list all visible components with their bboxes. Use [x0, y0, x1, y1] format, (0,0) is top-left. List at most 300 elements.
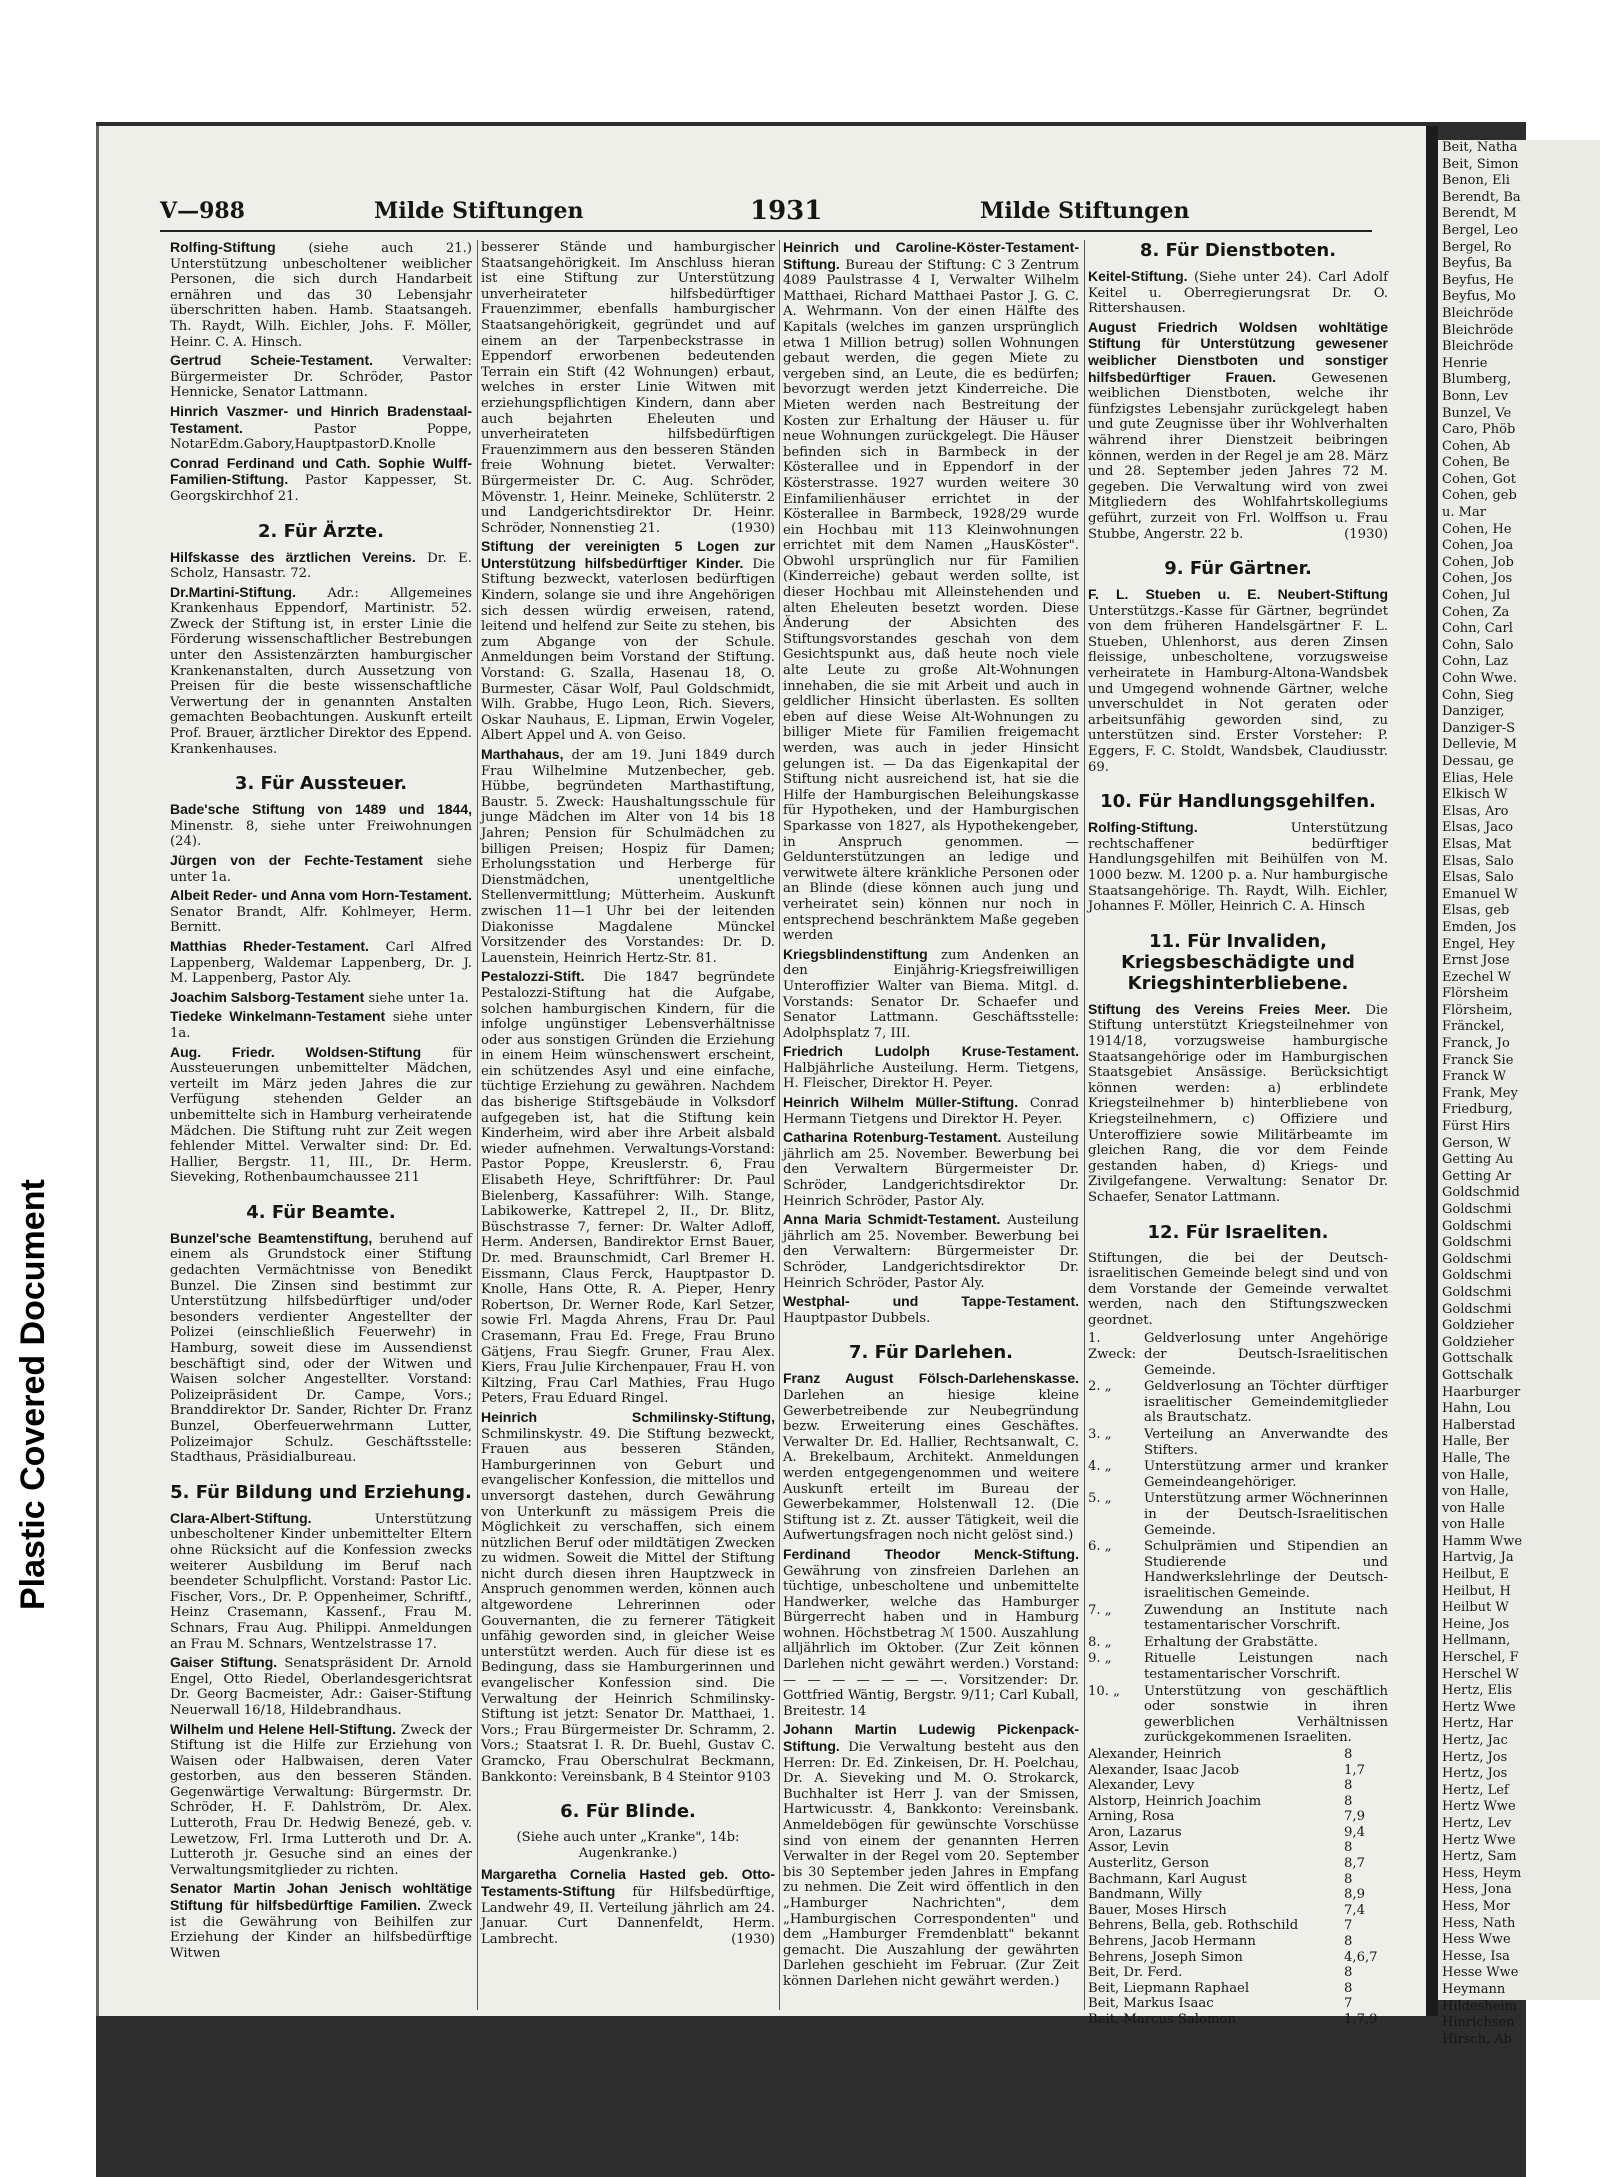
facing-page-line: Hamm Wwe — [1442, 1533, 1523, 1549]
facing-page-line: Gerson, W — [1442, 1135, 1511, 1151]
facing-page-line: Hess, Jona — [1442, 1882, 1512, 1898]
entry-name: Clara-Albert-Stiftung. — [170, 1509, 312, 1526]
facing-page-line: Frank, Mey — [1442, 1085, 1518, 1101]
entry-text: Schmilinskystr. 49. Die Stiftung bezweckt, Frauen aus besseren Ständen, Hamburgerinnen von Geburt und evangelischer Konfession, die mittellos und unversorgt dastehen, durch Gewährung von Unterkunft zu mässigem Preis die Möglichkeit zu verschaffen, sich einem nützlichen Beruf oder mildtätigen Zwecken zu widmen. Soweit die Mittel der Stiftung nicht durch diesen ihren Hauptzweck in Anspruch genommen werden, können auch altgewordene Lehrerinnen oder Gouvernanten, die zu fernerer Tätigkeit unfähig geworden sind, in gleicher Weise unterstützt werden. Auch für diese ist es Bedingung, dass sie Hamburgerinnen und evangelischer Konfession sind. Die Verwaltung der Heinrich Schmilinsky-Stiftung ist jetzt: Senator Dr. Matthaei, 1. Vors.; Frau Bürgermeister Dr. Schramm, 2. Vors.; Staatsrat I. R. Dr. Buehl, Gustav C. Gramcko, Frau Oberschulrat Beckmann, Bankkonto: Vereinsbank, B 4 Steintor 9103 — [481, 1426, 775, 1785]
facing-page-line: Elsas, Salo — [1442, 853, 1514, 869]
facing-page-line: von Halle — [1442, 1500, 1505, 1516]
name-purposes: 8 — [1344, 1746, 1353, 1762]
facing-page-line: Bunzel, Ve — [1442, 405, 1512, 421]
facing-page-line: Elkisch W — [1442, 787, 1508, 803]
entry-name: Franz August Fölsch-Darlehenskasse. — [783, 1370, 1079, 1387]
entry-text: Verwalter: Bürgermeister Dr. Schröder, Pastor Hennicke, Senator Lattmann. — [170, 354, 472, 401]
facing-page-line: Gottschalk — [1442, 1351, 1513, 1367]
facing-page-line: Franck W — [1442, 1069, 1507, 1085]
stiftung-entry — [170, 353, 472, 401]
entry-text: Die Stiftung bezweckt, vaterlosen bedürftigen Kindern, solange sie und ihre Angehörigen sich dessen würdig erweisen, ratend, leitend und helfend zur Seite zu stehen, bis zum Abgange von der Schule. Anmeldungen beim Vorstand der Stiftung. Vorstand: G. Szalla, Hasenau 18, O. Burmester, Cäsar Wolf, Paul Goldschmidt, Wilh. Grabbe, Hugo Leon, Rich. Sievers, Oskar Nauhaus, E. Lipman, Erwin Vogeler, Albert Appel und A. von Geiso. — [481, 556, 775, 744]
column-divider — [477, 240, 478, 2010]
entry-name: Rolfing-Stiftung. — [1088, 819, 1198, 836]
entry-text: (Siehe unter 24). Carl Adolf Keitel u. Oberregierungsrat Dr. O. Rittershausen. — [1088, 270, 1388, 317]
facing-page-line: Hess, Heym — [1442, 1865, 1522, 1881]
name-text: Beit, Dr. Ferd. — [1088, 1965, 1183, 1981]
purpose-row — [1088, 1379, 1388, 1426]
purpose-key: 2. „ — [1088, 1379, 1112, 1395]
facing-page-line: Beyfus, Mo — [1442, 289, 1516, 305]
entry-name: Heinrich Schmilinsky-Stiftung, — [481, 1408, 775, 1425]
stiftung-entry — [170, 939, 472, 987]
facing-page-line: Danziger, — [1442, 704, 1505, 720]
facing-page-line: Hinrichsen — [1442, 2015, 1515, 2031]
facing-page-line: Berendt, M — [1442, 206, 1517, 222]
page-header — [160, 198, 1375, 228]
facing-page-line: Goldschmi — [1442, 1284, 1512, 1300]
entry-name: Johann Martin Ludewig Pickenpack-Stiftung. — [783, 1721, 1079, 1755]
facing-page-line: Beit, Simon — [1442, 156, 1519, 172]
stiftung-entry — [783, 1130, 1079, 1209]
stiftung-entry — [170, 585, 472, 758]
facing-page-line: Danziger-S — [1442, 720, 1516, 736]
facing-page-line: Flörsheim — [1442, 986, 1509, 1002]
facing-page-line: Bergel, Leo — [1442, 222, 1519, 238]
entry-text: besserer Stände und hamburgischer Staatsangehörigkeit. Im Anschluss hieran ist eine Stiftung zur Unterstützung unverheirateter hilfsbedürftiger Frauenzimmer, ebenfalls hamburgischer Staatsangehörigkeit, gegründet und auf einem an der Tarpenbeckstrasse in Eppendorf erworbenen bedeutenden Terrain ein Stift (42 Wohnungen) erbaut, welches in erster Linie Witwen mit erziehungspflichtigen Kindern, dann aber auch bejahrten Eheleuten und unverheirateten hilfsbedürftigen Frauenzimmern aus den besseren Ständen freie Wohnung bietet. Verwalter: Bürgermeister Dr. C. Aug. Schröder, Mövenstr. 1, Heinr. Meineke, Schlüterstr. 2 und Landgerichtsdirektor Dr. Heinr. Schröder, Nonnenstieg 21. — [481, 240, 775, 536]
facing-page-line: Getting Au — [1442, 1152, 1514, 1168]
purpose-text: Geldverlosung an Töchter dürftiger israelitischer Gemeindemitglieder als Brautschatz. — [1144, 1379, 1388, 1426]
purpose-text: Schulprämien und Stipendien an Studierende und Handwerkslehrlinge der Deutsch-israelitischen Gemeinde. — [1144, 1539, 1388, 1601]
name-text: Bachmann, Karl August — [1088, 1871, 1247, 1887]
facing-page-line: Hertz, Jos — [1442, 1766, 1508, 1782]
stiftung-entry — [1088, 587, 1388, 775]
stiftung-entry — [481, 747, 775, 966]
stiftung-entry — [481, 969, 775, 1407]
stiftung-entry — [170, 1881, 472, 1961]
facing-page-line: Elsas, Mat — [1442, 836, 1512, 852]
entry-name: Gaiser Stiftung. — [170, 1654, 278, 1671]
name-purposes: 8,7 — [1344, 1856, 1365, 1872]
stiftung-entry — [170, 1655, 472, 1718]
entry-text: Hauptpastor Dubbels. — [783, 1310, 931, 1326]
stiftung-entry — [170, 550, 472, 582]
purpose-row — [1088, 1331, 1388, 1378]
entry-year: (1930) — [731, 520, 775, 536]
entry-text: Darlehen an hiesige kleine Gewerbetreibende zur Neubegründung bezw. Erweiterung eines Geschäftes. Verwalter Dr. Ed. Hallier, Rechtsanwalt, C. A. Brekelbaum, Architekt. Anmeldungen werden entgegengenommen und weitere Auskunft erteilt im Bureau der Gewerbekammer, Holstenwall 12. (Die Stiftung ist z. Zt. ausser Tätigkeit, weil die Aufwertungsfragen noch nicht gelöst sind.) — [783, 1387, 1079, 1544]
entry-name: Stiftung des Vereins Freies Meer. — [1088, 1000, 1351, 1017]
section-heading: 4. Für Beamte. — [246, 1201, 396, 1223]
purpose-key: 1. Zweck: — [1088, 1331, 1137, 1363]
facing-page-line: Cohen, Jul — [1442, 588, 1511, 604]
facing-page-line: Franck, Jo — [1442, 1036, 1510, 1052]
entry-text: Austeilung jährlich am 25. November. Bewerbung bei den Verwaltern Bürgermeister Dr. Schröder, Landgerichtsdirektor Dr. Heinrich Schröder, Pastor Aly. — [783, 1131, 1079, 1209]
entry-text: Die Verwaltung besteht aus den Herren: Dr. Ed. Zinkeisen, Dr. H. Poelchau, Dr. A. Sieveking und M. O. Strokarck, Buchhalter ist Herr J. van der Smissen, Hartwicusstr. 4, Bankkonto: Vereinsbank. Anmeldebögen für gewünschte Vorschüsse sind von einem der genannten Herren Verwalter in der Regel vom 20. September bis 30 September jeden Jahres in Empfang zu nehmen. Die Zeit wird öffentlich in den „Hamburger Nachrichten", dem „Hamburgischen Correspondenten" und dem „Hamburger Fremdenblatt" bekannt gemacht. Die Auszahlung der gewährten Darlehen geschieht im Februar. (Zur Zeit können Darlehen nicht gewährt werden.) — [783, 1740, 1079, 1989]
entry-text: Bureau der Stiftung: C 3 Zentrum 4089 Paulstrasse 4 I, Verwalter Wilhelm Matthaei, Richard Matthaei Pastor J. G. C. A. Wehrmann. Von der einen Hälfte des Kapitals (welches im ganzen ursprünglich etwa 1 Million betrug) sollen Wohnungen gebaut werden, die gegen Miete zu vergeben sind, an Leute, die es bedürfen; bevorzugt werden jetzt Kinderreiche. Die Mieten werden nach Bestreitung der Kosten zur Erhaltung der Häuser u. für neue Wohnungen zurückgelegt. Die Häuser befinden sich in Barmbeck in der Kösterallee und in Eppendorf in der Kösterstrasse. 1927 wurden weitere 30 Einfamilienhäuser errichtet in der Kösterallee in Barmbeck, 1928/29 wurde ein Hochbau mit 113 Kleinwohnungen errichtet mit dem Namen „HausKöster". Obwohl ursprünglich nur für Familien (Kinderreiche) gebaut werden sollte, ist dieser Hochbau mit Alleinstehenden und alten Eheleuten besetzt worden. Diese Änderung der Absichten des Stiftungsvorstandes geschah von dem Gesichtspunkt aus, daß heute noch viele alte Leute zu große Alt-Wohnungen innehaben, die sie mit Arbeit und auch in geldlicher Hinsicht überlasten. Es sollten eben auf diese Weise Alt-Wohnungen zu billiger Miete für Familien freigemacht werden, was auch in jeder Hinsicht gelungen ist. — Da das Eigenkapital der Stiftung nicht ausreichend ist, hat sie die Hilfe der Hamburgischen Beleihungskasse für Hypotheken, und der Hamburgischen Sparkasse von 1827, als Hypothekengeber, in Anspruch genommen. — Geldunterstützungen an ledige und verwitwete ältere kränkliche Personen oder an Blinde (diese können auch jung und verheiratet sein) können nur noch in entsprechend beschränktem Maße gegeben werden — [783, 257, 1079, 944]
facing-page-line: Bleichröde — [1442, 322, 1514, 338]
entry-text: Zweck der Stiftung ist die Hilfe zur Erziehung von Waisen oder Halbwaisen, deren Vater gestorben, aus den besseren Ständen. Gegenwärtige Verwaltung: Bürgermstr. Dr. Schröder, H. F. Dahlström, Dr. Alex. Lutteroth, Frau Dr. Hedwig Benezé, geb. v. Lewetzow, Frl. Irma Lutteroth und Dr. A. Lutteroth jr. Gesuche sind an eines der Verwaltungsmitglieder zu richten. — [170, 1722, 472, 1878]
stiftung-entry — [170, 853, 472, 885]
entry-text: für Aussteuerungen unbemittelter Mädchen, verteilt im März jeden Jahres die zur Verfügung stehenden Gelder an unbemittelte sich in Hamburg verheiratende Mädchen. Die Stiftung ruht zur Zeit wegen fehlender Mittel. Verwalter sind: Dr. Ed. Hallier, Bergstr. 11, III., Dr. Herm. Sieveking, Rothenbaumchaussee 211 — [170, 1045, 472, 1186]
entry-text: Gewesenen weiblichen Dienstboten, welche ihr fünfzigstes Lebensjahr zurückgelegt haben und gute Zeugnisse über ihr Wohlverhalten während ihrer Dienstzeit beibringen können, werden in der Regel je am 28. März und 28. September jeden Jahres 72 M. gegeben. Die Verwaltung wird von zwei Mitgliedern des Wohlfahrtskollegiums geführt, zurzeit von Frl. Wolffson u. Frau Stubbe, Angerstr. 22 b. — [1088, 370, 1388, 542]
entry-name: Catharina Rotenburg-Testament. — [783, 1129, 1002, 1146]
column-2 — [481, 240, 775, 2040]
purpose-row — [1088, 1651, 1388, 1682]
header-title-left: Milde Stiftungen — [374, 198, 584, 224]
entry-name: Joachim Salsborg-Testament — [170, 988, 365, 1005]
entry-text: Conrad Hermann Tietgens und Direktor H. Peyer. — [783, 1096, 1079, 1127]
stiftung-entry — [170, 1231, 472, 1466]
facing-page-line: Cohen, Got — [1442, 471, 1516, 487]
section-heading: 11. Für Invaliden, Kriegsbeschädigte und Kriegshinterbliebene. — [1121, 930, 1355, 994]
stiftung-entry — [170, 1009, 472, 1041]
facing-page-line: Halberstad — [1442, 1417, 1516, 1433]
entry-name: Conrad Ferdinand und Cath. Sophie Wulff-Familien-Stiftung. — [170, 454, 472, 488]
facing-page-line: Hertz, Lev — [1442, 1815, 1512, 1831]
name-row — [1088, 1778, 1388, 1794]
facing-page-line: Halle, Ber — [1442, 1434, 1509, 1450]
column-3 — [783, 240, 1079, 2040]
facing-page-line: Elsas, Jaco — [1442, 820, 1514, 836]
facing-page-line: Getting Ar — [1442, 1168, 1512, 1184]
facing-page-line: Cohen, Jos — [1442, 571, 1513, 587]
purpose-key: 5. „ — [1088, 1491, 1112, 1507]
entry-text: für Hilfsbedürftige, Landwehr 49, II. Verteilung jährlich am 24. Januar. Curt Dannenfeldt, Herm. Lambrecht. — [481, 1884, 775, 1947]
purpose-row — [1088, 1684, 1388, 1746]
entry-text: Unterstützung unbescholtener Kinder unbemittelter Eltern ohne Rücksicht auf die Konfession zwecks weiterer Ausbildung im Beruf nach beendeter Schulpflicht. Vorstand: Pastor Lic. Fischer, Vors., Dr. P. Oppenheimer, Schriftf., Heinz Crasemann, Kassenf., Frau M. Schnars, Frau Aug. Philippi. Anmeldungen an Frau M. Schnars, Wentzelstrasse 17. — [170, 1511, 472, 1652]
facing-page-line: Herschel, F — [1442, 1650, 1519, 1666]
name-purposes: 1,7,9 — [1344, 2012, 1378, 2027]
page-code: V—988 — [160, 198, 245, 224]
facing-page-line: Hertz, Jos — [1442, 1749, 1508, 1765]
entry-text: Dr. E. Scholz, Hansastr. 72. — [170, 550, 472, 582]
name-text: Bauer, Moses Hirsch — [1088, 1902, 1227, 1918]
facing-page-line: Cohn, Laz — [1442, 654, 1509, 670]
section-heading: 7. Für Darlehen. — [848, 1342, 1013, 1364]
name-row — [1088, 1794, 1388, 1810]
facing-page-line: Cohn, Salo — [1442, 637, 1514, 653]
entry-text: Halbjährliche Austeilung. Herm. Tietgens, H. Fleischer, Direktor H. Peyer. — [783, 1060, 1079, 1092]
stiftung-entry — [481, 1867, 775, 1947]
name-row — [1088, 1934, 1388, 1950]
facing-page-line: Fürst Hirs — [1442, 1119, 1511, 1135]
facing-page-line: Hesse Wwe — [1442, 1965, 1519, 1981]
facing-page-line: Cohen, Joa — [1442, 538, 1514, 554]
stiftung-entry — [481, 240, 775, 536]
entry-name: Hilfskasse des ärztlichen Vereins. — [170, 548, 416, 565]
section-heading: 5. Für Bildung und Erziehung. — [170, 1481, 472, 1503]
section-heading: 8. Für Dienstboten. — [1139, 240, 1337, 261]
facing-page-line: von Halle, — [1442, 1467, 1509, 1483]
name-purposes: 7,4 — [1344, 1902, 1365, 1918]
facing-page-line: von Halle, — [1442, 1484, 1509, 1500]
entry-name: Margaretha Cornelia Hasted geb. Otto-Testaments-Stiftung — [481, 1866, 775, 1899]
entry-text: Minenstr. 8, siehe unter Freiwohnungen (24). — [170, 818, 472, 850]
stiftung-entry — [170, 240, 472, 350]
entry-name: Bunzel'sche Beamtenstiftung, — [170, 1229, 373, 1246]
header-year: 1931 — [750, 196, 823, 226]
name-row — [1088, 1763, 1388, 1779]
purpose-key: 7. „ — [1088, 1602, 1112, 1618]
facing-page-line: Cohn Wwe. — [1442, 671, 1517, 686]
facing-page-line: Cohen, Job — [1442, 554, 1514, 570]
name-text: Alexander, Levy — [1088, 1778, 1195, 1794]
stiftung-entry — [1088, 820, 1388, 915]
entry-text: siehe unter 1a. — [170, 1010, 472, 1041]
name-purposes: 8 — [1344, 1980, 1353, 1996]
name-purposes: 8 — [1344, 1778, 1353, 1794]
facing-page-line: Bleichröde — [1442, 339, 1514, 355]
entry-text: der am 19. Juni 1849 durch Frau Wilhelmine Mutzenbecher, geb. Hübbe, begründeten Marthastiftung, Baustr. 5. Zweck: Haushaltungsschule für junge Mädchen im Alter von 14 bis 18 Jahren; Pension für Schulmädchen zu billigen Preisen; Hospiz für Damen; Erholungsstation und Herberge für Dienstmädchen, unentgeltliche Stellenvermittlung; Mütterheim. Auskunft zwischen 11—1 Uhr bei der leitenden Diakonisse Magdalene Münckel Vorsitzender des Vorstandes: Dr. D. Lauenstein, Heinrich Hertz-Str. 81. — [481, 748, 775, 966]
purpose-key: 8. „ — [1088, 1634, 1112, 1650]
entry-name: Gertrud Scheie-Testament. — [170, 352, 374, 369]
column-divider — [1084, 240, 1085, 2010]
purpose-row — [1088, 1635, 1388, 1651]
name-purposes: 7,9 — [1344, 1809, 1365, 1825]
stiftung-entry — [783, 1547, 1079, 1720]
facing-page-line: Berendt, Ba — [1442, 189, 1521, 205]
stiftung-entry — [481, 539, 775, 744]
purpose-row — [1088, 1491, 1388, 1538]
entry-name: Kriegsblindenstiftung — [783, 945, 928, 962]
facing-page-line: Bleichröde — [1442, 305, 1514, 321]
name-text: Alstorp, Heinrich Joachim — [1088, 1793, 1262, 1809]
purpose-text: Erhaltung der Grabstätte. — [1144, 1634, 1318, 1650]
facing-page-line: Cohen, Ab — [1442, 438, 1511, 454]
entry-name: Ferdinand Theodor Menck-Stiftung. — [783, 1545, 1079, 1562]
entry-name: Anna Maria Schmidt-Testament. — [783, 1211, 1001, 1228]
entry-text: siehe unter 1a. — [368, 990, 469, 1006]
entry-name: Marthahaus, — [481, 746, 564, 762]
facing-page-line: Hess Wwe — [1442, 1932, 1511, 1948]
stiftung-entry — [170, 1045, 472, 1186]
facing-page-line: Goldschmi — [1442, 1235, 1512, 1251]
entry-text: Pastor Poppe, NotarEdm.Gabory,HauptpastorD.Knolle — [170, 421, 472, 453]
name-text: Behrens, Joseph Simon — [1088, 1949, 1243, 1965]
purpose-text: Geldverlosung unter Angehörige der Deutsch-Israelitischen Gemeinde. — [1144, 1331, 1388, 1378]
name-purposes: 7 — [1344, 1918, 1353, 1934]
entry-name: Matthias Rheder-Testament. — [170, 937, 369, 954]
purpose-text: Rituelle Leistungen nach testamentarischer Vorschrift. — [1144, 1651, 1388, 1682]
entry-year: (1930) — [731, 1931, 775, 1947]
purpose-text: Verteilung an Anverwandte des Stifters. — [1144, 1427, 1388, 1458]
entry-text: Austeilung jährlich am 25. November. Bewerbung bei den Verwaltern: Bürgermeister Dr. Schröder, Landgerichtsdirektor Dr. Heinrich Schröder, Pastor Aly. — [783, 1213, 1079, 1291]
entry-text: Zweck ist die Gewährung von Beihilfen zur Erziehung der Kinder an hilfsbedürftige Witwen — [170, 1899, 472, 1961]
entry-name: Senator Martin Johan Jenisch wohltätige Stiftung für hilfsbedürftige Familien. — [170, 1880, 472, 1914]
name-purposes: 9,4 — [1344, 1824, 1365, 1840]
name-text: Behrens, Bella, geb. Rothschild — [1088, 1918, 1299, 1934]
facing-page-line: Cohn, Sieg — [1442, 687, 1514, 703]
name-row — [1088, 1840, 1388, 1856]
section-heading: 9. Für Gärtner. — [1164, 558, 1312, 580]
facing-page-line: Ernst Jose — [1442, 953, 1510, 969]
purpose-text: Unterstützung armer Wöchnerinnen in der Deutsch-Israelitischen Gemeinde. — [1144, 1491, 1388, 1538]
name-row — [1088, 1747, 1388, 1763]
facing-page-line: Elias, Hele — [1442, 770, 1514, 786]
entry-name: Bade'sche Stiftung von 1489 und 1844, — [170, 801, 472, 818]
stiftung-entry — [783, 240, 1079, 944]
facing-page-line: Gottschalk — [1442, 1367, 1513, 1383]
entry-name: Rolfing-Stiftung — [170, 239, 276, 255]
column-4 — [1088, 240, 1388, 2040]
stiftung-entry — [170, 990, 472, 1007]
facing-page-line: Hellmann, — [1442, 1633, 1511, 1649]
entry-name: Heinrich Wilhelm Müller-Stiftung. — [783, 1094, 1019, 1111]
facing-page-line: Dessau, ge — [1442, 753, 1514, 769]
name-row — [1088, 1887, 1388, 1903]
stiftung-entry — [1088, 269, 1388, 317]
name-text: Aron, Lazarus — [1088, 1824, 1182, 1840]
entry-text: Senator Brandt, Alfr. Kohlmeyer, Herm. Bernitt. — [170, 904, 472, 936]
side-label: Plastic Covered Document — [14, 1179, 52, 1610]
section-note: (Siehe auch unter „Kranke", 14b: Augenkranke.) — [516, 1830, 740, 1861]
entry-name: Wilhelm und Helene Hell-Stiftung. — [170, 1720, 396, 1737]
entry-name: August Friedrich Woldsen wohltätige Stiftung für Unterstützung gewesener weiblicher Dienstboten und sonstiger hilfsbedürftiger Frauen. — [1088, 318, 1388, 385]
name-row — [1088, 2012, 1388, 2028]
facing-page-line: Hartvig, Ja — [1442, 1550, 1514, 1566]
facing-page-line: Cohen, Be — [1442, 455, 1510, 471]
entry-name: Tiedeke Winkelmann-Testament — [170, 1008, 386, 1025]
facing-page-line: Benon, Eli — [1442, 173, 1510, 189]
stiftung-entry — [783, 1212, 1079, 1291]
facing-page-line: Elsas, Aro — [1442, 803, 1509, 819]
facing-page-line: Goldzieher — [1442, 1334, 1514, 1350]
entry-name: Heinrich und Caroline-Köster-Testament-Stiftung. — [783, 239, 1079, 272]
facing-page — [1438, 140, 1600, 2047]
facing-page-line: Flörsheim, — [1442, 1002, 1513, 1018]
entry-text: Adr.: Allgemeines Krankenhaus Eppendorf, Martinistr. 52. Zweck der Stiftung ist, in erster Linie die Förderung wissenschaftlicher Bestrebungen unter den Assistenzärzten hamburgischer Krankenanstalten, durch Aussetzung von Preisen für die beste wissenschaftliche Verwertung der in genannten Anstalten gemachten Beobachtungen. Auskunft erteilt Prof. Brauer, ärztlicher Direktor des Eppend. Krankenhauses. — [170, 585, 472, 757]
purpose-key: 3. „ — [1088, 1427, 1112, 1443]
facing-page-line: Cohen, He — [1442, 521, 1512, 537]
name-row — [1088, 1996, 1388, 2012]
facing-page-line: Goldschmid — [1442, 1185, 1520, 1201]
entry-name: Hinrich Vaszmer- und Hinrich Bradenstaal-Testament. — [170, 402, 472, 436]
name-purposes: 7 — [1344, 1996, 1353, 2012]
facing-page-line: Franck Sie — [1442, 1052, 1514, 1068]
name-text: Alexander, Heinrich — [1088, 1746, 1222, 1762]
section-heading: 12. Für Israeliten. — [1147, 1221, 1329, 1243]
purpose-text: Unterstützung von geschäftlich oder sonstwie in ihren gewerblichen Verhältnissen zurückgekommenen Israeliten. — [1144, 1683, 1388, 1746]
entry-text: Unterstützgs.-Kasse für Gärtner, begründet von dem früheren Handelsgärtner F. L. Stueben, Uhlenhorst, aus deren Zinsen fleissige, unbescholtene, vorzugsweise verheiratete in Hamburg-Altona-Wandsbek und Umgegend wohnende Gärtner, welche unverschuldet in Not geraten oder arbeitsunfähig geworden sind, zu unterstützen sind. Erster Vorsteher: P. Eggers, F. C. Stoldt, Wandsbek, Claudiusstr. 69. — [1088, 603, 1388, 775]
facing-page-line: Hirsch, Ab — [1442, 2031, 1513, 2047]
entry-name: Jürgen von der Fechte-Testament — [170, 852, 423, 868]
facing-page-line: Hertz, Jac — [1442, 1733, 1508, 1748]
facing-page-line: Heymann — [1442, 1981, 1506, 1997]
name-text: Assor, Levin — [1088, 1840, 1169, 1856]
stiftung-entry — [170, 404, 472, 453]
facing-page-line: Heine, Jos — [1442, 1616, 1510, 1632]
stiftung-entry — [170, 1511, 472, 1652]
stiftung-entry — [783, 1044, 1079, 1092]
header-title-right: Milde Stiftungen — [980, 198, 1190, 224]
facing-page-line: Hess, Nath — [1442, 1915, 1516, 1931]
name-purposes: 1,7 — [1344, 1762, 1365, 1778]
name-row — [1088, 1809, 1388, 1825]
section-heading: 6. Für Blinde. — [560, 1801, 696, 1823]
entry-text: Senatspräsident Dr. Arnold Engel, Otto Riedel, Oberlandesgerichtsrat Dr. Georg Bacmeister, Adr.: Gaiser-Stiftung Neuerwall 16/18, Hildebrandhaus. — [170, 1656, 472, 1718]
name-row — [1088, 1872, 1388, 1888]
stiftung-entry — [783, 1722, 1079, 1989]
entry-year: (1930) — [1344, 526, 1388, 542]
header-rule — [160, 230, 1372, 232]
facing-page-line: Goldschmi — [1442, 1268, 1512, 1284]
entry-text: Pastor Kappesser, St. Georgskirchhof 21. — [170, 473, 472, 504]
facing-page-line: Hertz, Elis — [1442, 1683, 1513, 1699]
purpose-key: 6. „ — [1088, 1539, 1112, 1555]
facing-page-line: Beit, Natha — [1442, 140, 1518, 155]
facing-page-line: Hess, Mor — [1442, 1898, 1510, 1914]
name-row — [1088, 1903, 1388, 1919]
stiftung-entry — [1088, 1002, 1388, 1206]
name-row — [1088, 1918, 1388, 1934]
entry-name: F. L. Stueben u. E. Neubert-Stiftung — [1088, 586, 1388, 603]
entry-name: Aug. Friedr. Woldsen-Stiftung — [170, 1043, 422, 1060]
name-text: Bandmann, Willy — [1088, 1887, 1202, 1903]
facing-page-line: Bergel, Ro — [1442, 239, 1512, 255]
facing-page-line: Goldzieher — [1442, 1318, 1514, 1334]
facing-page-line: Ezechel W — [1442, 969, 1512, 985]
name-row — [1088, 1856, 1388, 1872]
facing-page-line: Haarburger — [1442, 1384, 1521, 1400]
facing-page-line: Hahn, Lou — [1442, 1401, 1511, 1417]
stiftung-entry — [783, 1095, 1079, 1127]
facing-page-line: Goldschmi — [1442, 1301, 1512, 1317]
facing-page-line: u. Mar — [1442, 505, 1486, 521]
facing-page-line: Bonn, Lev — [1442, 388, 1509, 404]
entry-text: Die Stiftung unterstützt Kriegsteilnehmer von 1914/18, vorzugsweise hamburgische Staatsangehörige oder im Hamburgischen Staatsgebiet Ansässige. Berücksichtigt können werden: a) erblindete Kriegsteilnehmer b) hinterbliebene von Kriegsteilnehmern, c) Offiziere und Unteroffiziere sowie Militärbeamte im gleichen Rang, die vor dem Feinde gestanden haben, d) Kriegs- und Zivilgefangene. Verwaltung: Senator Dr. Schaefer, Senator Lattmann. — [1088, 1002, 1388, 1205]
name-purposes: 8 — [1344, 1793, 1353, 1809]
name-row — [1088, 1965, 1388, 1981]
entry-name: Friedrich Ludolph Kruse-Testament. — [783, 1043, 1079, 1060]
name-purposes: 4,6,7 — [1344, 1949, 1378, 1965]
name-row — [1088, 1825, 1388, 1841]
book-gutter — [1426, 126, 1438, 2016]
name-text: Behrens, Jacob Hermann — [1088, 1934, 1256, 1950]
name-text: Arning, Rosa — [1088, 1809, 1175, 1825]
stiftung-entry — [783, 1294, 1079, 1326]
stiftung-entry — [783, 1371, 1079, 1544]
facing-page-line: Hildesheim — [1442, 1998, 1517, 2014]
purpose-row — [1088, 1427, 1388, 1458]
entry-text: Carl Alfred Lappenberg, Waldemar Lappenberg, Dr. J. M. Lappenberg, Pastor Aly. — [170, 939, 472, 987]
facing-page-line: Cohn, Carl — [1442, 621, 1513, 637]
facing-page-line: Hertz, Sam — [1442, 1849, 1517, 1865]
facing-page-line: Emanuel W — [1442, 886, 1518, 902]
entry-name: Stiftung der vereinigten 5 Logen zur Unterstützung hilfsbedürftiger Kinder. — [481, 538, 775, 571]
entry-name: Albeit Reder- und Anna vom Horn-Testament. — [170, 887, 472, 904]
facing-page-line: Heilbut, H — [1442, 1583, 1511, 1599]
purpose-key: 4. „ — [1088, 1459, 1112, 1475]
name-purposes: 8 — [1344, 1871, 1353, 1887]
entry-text: siehe unter 1a. — [170, 854, 472, 885]
entry-text: Unterstützung rechtschaffener bedürftiger Handlungsgehilfen mit Beihülfen von M. 1000 bezw. M. 1200 p. a. Nur hamburgische Staatsangehörige. Th. Raydt, Wilh. Eichler, Johannes F. Möller, Heinrich C. A. Hinsch — [1088, 821, 1388, 915]
facing-page-line: Fränckel, — [1442, 1019, 1505, 1035]
facing-page-line: Hesse, Isa — [1442, 1948, 1510, 1964]
facing-page-line: Hertz Wwe — [1442, 1799, 1516, 1815]
purpose-text: Zuwendung an Institute nach testamentarischer Vorschrift. — [1144, 1602, 1388, 1634]
entry-name: Pestalozzi-Stift. — [481, 968, 585, 985]
name-text: Alexander, Isaac Jacob — [1088, 1762, 1240, 1778]
facing-page-line: Beyfus, Ba — [1442, 256, 1513, 272]
stiftung-entry — [481, 1410, 775, 1785]
entry-name: Westphal- und Tappe-Testament. — [783, 1293, 1079, 1310]
facing-page-line: Heilbut, E — [1442, 1567, 1510, 1583]
section-heading: 2. Für Ärzte. — [258, 520, 384, 542]
entry-text: Gewährung von zinsfreien Darlehen an tüchtige, unbescholtene und unbemittelte Handwerker, welche das Hamburger Bürgerrecht haben und in Hamburg wohnen. Höchstbetrag ℳ 1500. Auszahlung alljährlich im Oktober. (Zur Zeit können Darlehen nicht gewährt werden.) Vorstand: — — — — — — —. Vorsitzender: Dr. Gottfried Wäntig, Bergstr. 9/11; Carl Kuball, Breitestr. 14 — [783, 1563, 1079, 1719]
facing-page-line: Caro, Phöb — [1442, 422, 1516, 438]
name-text: Beit, Marcus Salomon — [1088, 2012, 1236, 2027]
facing-page-line: Henrie — [1442, 355, 1488, 371]
facing-page-line: Heilbut W — [1442, 1600, 1509, 1616]
entry-name: Keitel-Stiftung. — [1088, 268, 1188, 284]
facing-page-line: Goldschmi — [1442, 1251, 1512, 1267]
name-text: Austerlitz, Gerson — [1088, 1856, 1210, 1872]
name-purposes: 8 — [1344, 1840, 1353, 1856]
facing-page-line: Herschel W — [1442, 1666, 1519, 1682]
